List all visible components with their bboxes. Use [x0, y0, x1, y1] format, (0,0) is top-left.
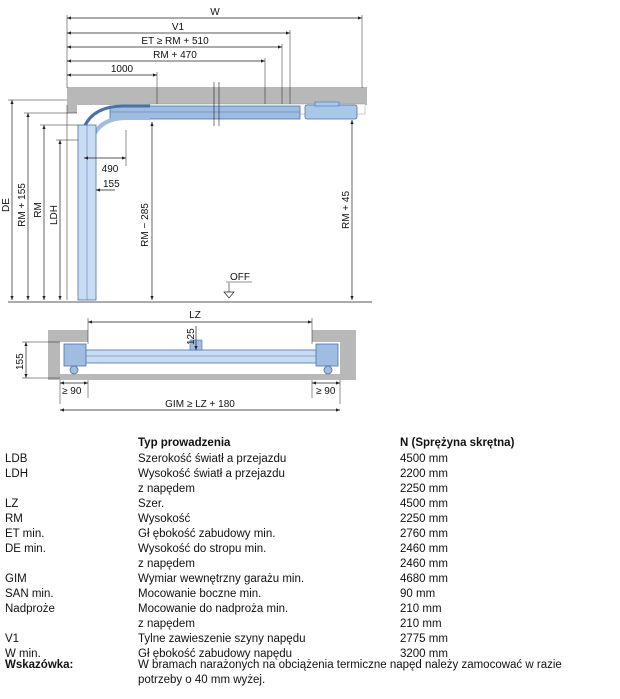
spec-row [0, 617, 620, 632]
spec-description: Wysokość [138, 513, 191, 525]
spec-value: 210 mm [400, 603, 442, 615]
spec-row [0, 557, 620, 572]
spec-description: Gł ębokość zabudowy min. [138, 528, 276, 540]
plan-view [15, 310, 356, 410]
dim-1000-label: 1000 [110, 64, 134, 75]
spec-value: 2760 mm [400, 528, 448, 540]
spec-value: 3200 mm [400, 648, 448, 660]
spec-value: 2250 mm [400, 483, 448, 495]
spec-row [0, 512, 620, 527]
spec-description: Wysokość do stropu min. [138, 543, 267, 555]
spec-description: z napędem [138, 618, 195, 630]
dim-v1-label: V1 [171, 22, 185, 33]
spec-description: Mocowanie boczne min. [138, 588, 262, 600]
dim-rm285-label: RM − 285 [140, 203, 151, 247]
spec-header-type: Typ prowadzenia [138, 437, 231, 449]
dim-rm470-label: RM + 470 [153, 50, 197, 61]
spec-value: 2775 mm [400, 633, 448, 645]
dim-ge90-left-label: ≥ 90 [62, 386, 82, 397]
spec-header-n: N (Sprężyna skrętna) [400, 437, 515, 449]
right-guide [316, 344, 338, 366]
spec-description: Mocowanie do nadproża min. [138, 603, 289, 615]
dim-155b-label: 155 [15, 353, 26, 370]
spec-row [0, 542, 620, 557]
dim-490-label: 490 [101, 164, 119, 175]
spec-value: 2460 mm [400, 543, 448, 555]
spec-header-row [0, 436, 620, 451]
spec-description: Gł ębokość zabudowy napędu [138, 648, 293, 660]
lintel-wall [67, 87, 77, 113]
spec-code: V1 [5, 633, 20, 645]
spec-value: 90 mm [400, 588, 436, 600]
left-guide [64, 344, 86, 366]
spec-row [0, 467, 620, 482]
dim-lz-label: LZ [189, 310, 201, 321]
spec-row [0, 497, 620, 512]
spec-value: 2200 mm [400, 468, 448, 480]
off-level-icon [224, 292, 234, 298]
off-label: OFF [230, 272, 250, 283]
dim-et-label: ET ≥ RM + 510 [141, 36, 209, 47]
spec-description: Wymiar wewnętrzny garażu min. [138, 573, 305, 585]
dim-125-label: 125 [186, 328, 197, 345]
note-text: W bramach narażonych na obciążenia termiczne napęd należy zamocować w razie potrzeby o 40 mm wyżej. [138, 659, 562, 686]
spec-code: LZ [5, 498, 19, 510]
drive-motor [305, 105, 357, 119]
spec-description: Tylne zawieszenie szyny napędu [138, 633, 306, 645]
spec-row [0, 482, 620, 497]
spec-code: SAN min. [5, 588, 54, 600]
spec-row [0, 572, 620, 587]
side-section-view [1, 7, 372, 302]
spec-code: Nadproże [5, 603, 55, 615]
dim-de-label: DE [1, 198, 12, 212]
spec-code: DE min. [5, 543, 46, 555]
spec-row [0, 587, 620, 602]
spec-value: 4680 mm [400, 573, 448, 585]
spec-code: ET min. [5, 528, 45, 540]
spec-row [0, 527, 620, 542]
spec-value: 2460 mm [400, 558, 448, 570]
dim-rm45-label: RM + 45 [341, 190, 352, 230]
dim-ge90-right-label: ≥ 90 [316, 386, 336, 397]
spec-description: z napędem [138, 558, 195, 570]
spec-value: 2250 mm [400, 513, 448, 525]
dim-gim-label: GIM ≥ LZ + 180 [165, 399, 235, 410]
spec-value: 4500 mm [400, 498, 448, 510]
dim-rm-label: RM [33, 202, 44, 218]
spec-code: LDH [5, 468, 29, 480]
spec-row [0, 452, 620, 467]
spec-description: Wysokość światł a przejazdu [138, 468, 285, 480]
dim-rm155-label: RM + 155 [17, 183, 28, 227]
spec-code: LDB [5, 453, 28, 465]
note-label: Wskazówka: [5, 659, 74, 671]
dim-155-label: 155 [103, 179, 120, 190]
spec-description: Szer. [138, 498, 165, 510]
spec-code: GIM [5, 573, 27, 585]
spec-row [0, 632, 620, 647]
dim-w-label: W [210, 7, 220, 18]
spec-value: 4500 mm [400, 453, 448, 465]
spec-value: 210 mm [400, 618, 442, 630]
spec-description: z napędem [138, 483, 195, 495]
spec-code: RM [5, 513, 23, 525]
plan-door-panel [72, 350, 334, 363]
spec-code: W min. [5, 648, 41, 660]
spec-row [0, 602, 620, 617]
dim-ldh-label: LDH [49, 204, 60, 226]
spec-description: Szerokość światł a przejazdu [138, 453, 287, 465]
